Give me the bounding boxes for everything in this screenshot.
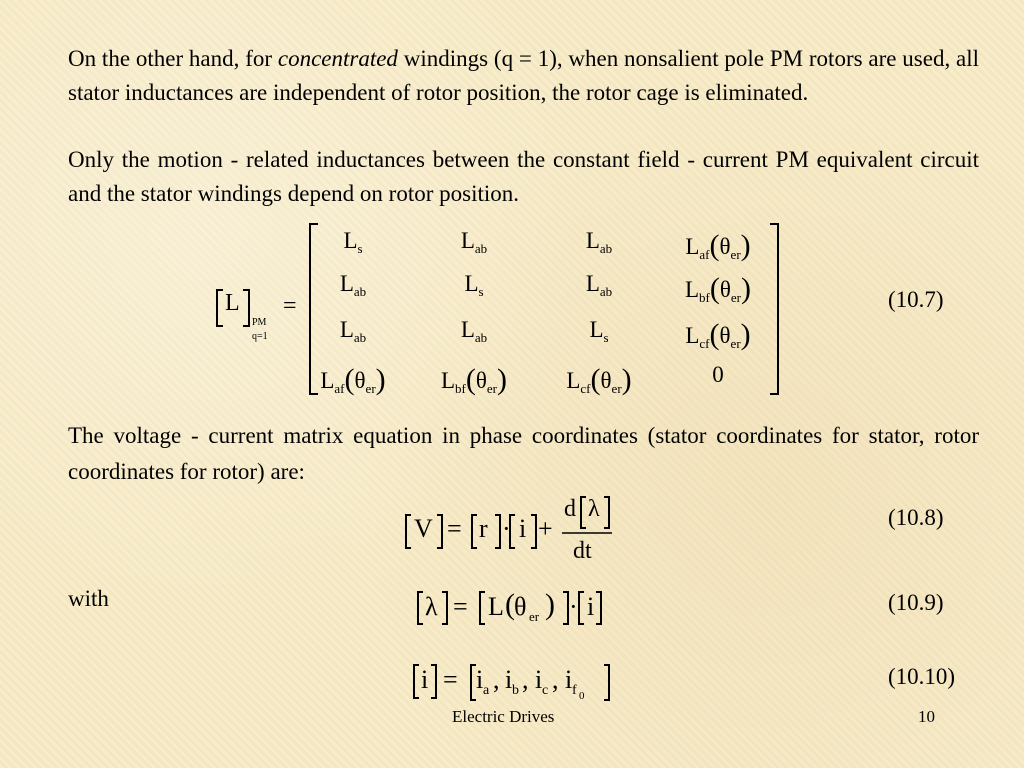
eq109-L: L	[488, 592, 504, 621]
equals-sign: =	[283, 293, 297, 319]
eq1010-ic: i	[535, 665, 543, 694]
matrix-cell-r3-c1: $L_{ab}$	[339, 317, 367, 345]
eq108-d: d	[564, 496, 576, 522]
eq108-V: V	[414, 514, 433, 543]
matrix-cell-r2-c4: $L_{bf}(\theta_{er})$	[684, 272, 752, 305]
eq108-dot: ·	[502, 514, 511, 543]
matrix-cell-r3-c3: $L_s$	[589, 317, 609, 345]
with-label: with	[68, 586, 109, 611]
eq1010-sub-f: f	[572, 683, 577, 698]
eq109-close-paren: )	[545, 588, 555, 621]
eq1010-equals: =	[443, 665, 458, 694]
eq109-open-paren: (	[505, 588, 515, 621]
lhs-sub-q: q=1	[252, 331, 268, 342]
eq1010-sub-b: b	[512, 683, 519, 698]
eq108-equals: =	[447, 514, 462, 543]
footer-title: Electric Drives	[452, 707, 555, 726]
eq1010-sub-0: 0	[579, 690, 585, 702]
eq1010-ia: i	[476, 665, 484, 694]
matrix-cell-r4-c4: 0	[712, 362, 724, 387]
eq109-er: er	[529, 609, 540, 624]
matrix-cell-r4-c2: $L_{bf}(\theta_{er})$	[440, 363, 508, 396]
matrix-cell-r1-c4: $L_{af}(\theta_{er})$	[685, 229, 751, 262]
eq1010-comma-2: ,	[522, 665, 529, 694]
eq1010-sub-a: a	[483, 683, 490, 698]
equation-number-10-10: (10.10)	[888, 664, 956, 689]
lhs-symbol: L	[225, 290, 240, 316]
eq1010-sub-c: c	[542, 683, 549, 698]
para1-before: On the other hand, for	[68, 46, 278, 71]
matrix-cell-r2-c1: $L_{ab}$	[339, 271, 367, 299]
equation-number-10-8: (10.8)	[888, 505, 944, 530]
equation-number-10-9: (10.9)	[888, 590, 944, 615]
matrix-cell-r3-c2: $L_{ab}$	[460, 317, 488, 345]
matrix-cell-r2-c3: $L_{ab}$	[585, 271, 613, 299]
eq1010-comma-1: ,	[493, 665, 500, 694]
eq108-lambda: λ	[588, 496, 600, 522]
paragraph-motion-inductances: Only the motion - related inductances between the constant field - current PM equivalent circuit and the stator windings depend on rotor position.	[68, 147, 979, 206]
para1-emphasis: concentrated	[277, 46, 398, 71]
eq1010-comma-3: ,	[552, 665, 559, 694]
lhs-sub-pm: PM	[252, 317, 267, 328]
eq1010-if: i	[565, 665, 573, 694]
eq1010-i: i	[421, 665, 429, 694]
matrix-cell-r1-c2: $L_{ab}$	[460, 228, 488, 256]
eq109-theta: θ	[514, 592, 527, 621]
eq109-i: i	[587, 592, 595, 621]
eq109-dot: ·	[569, 592, 578, 621]
matrix-cell-r2-c2: $L_s$	[464, 271, 484, 299]
matrix-cell-r4-c3: $L_{cf}(\theta_{er})$	[566, 363, 632, 396]
eq109-lambda: λ	[425, 592, 438, 621]
matrix-cell-r1-c3: $L_{ab}$	[585, 228, 613, 256]
page-number: 10	[918, 707, 935, 726]
eq108-r: r	[479, 514, 488, 543]
matrix-cell-r3-c4: $L_{cf}(\theta_{er})$	[685, 318, 751, 351]
equation-number-10-7: (10.7)	[888, 287, 944, 312]
eq1010-ib: i	[505, 665, 513, 694]
para1-after: windings (q = 1), when nonsalient pole PM rotors are used, all stator inductances are independent of rotor position, the rotor cage is eliminated.	[68, 46, 979, 105]
eq108-i: i	[519, 514, 527, 543]
eq108-plus: +	[538, 514, 553, 543]
eq108-dt: dt	[573, 538, 592, 564]
paragraph-voltage-current: The voltage - current matrix equation in phase coordinates (stator coordinates for stator, rotor coordinates for rotor) are:	[68, 423, 979, 484]
matrix-cell-r1-c1: $L_s$	[343, 228, 363, 256]
matrix-cell-r4-c1: $L_{af}(\theta_{er})$	[320, 363, 386, 396]
eq109-equals: =	[453, 592, 468, 621]
